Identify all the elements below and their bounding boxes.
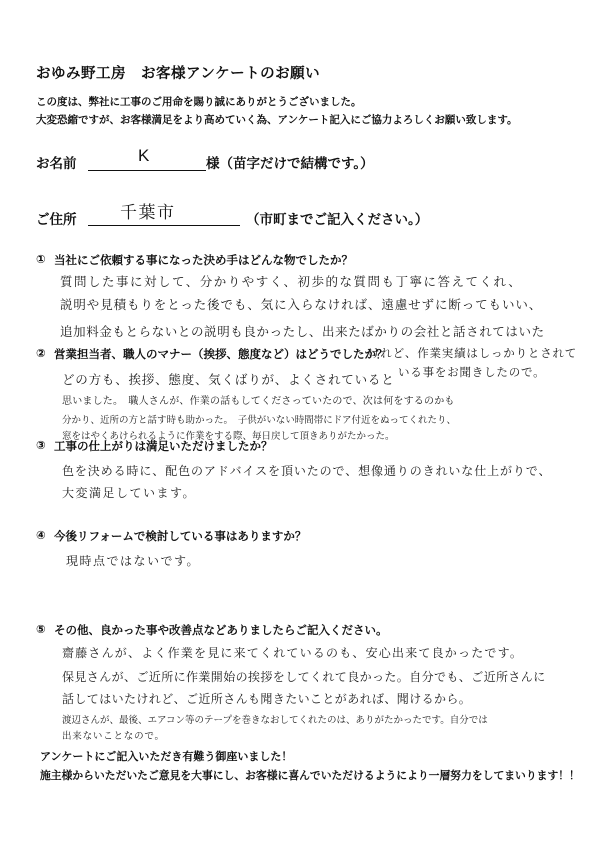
answer-line: 説明や見積もりをとった後でも、気に入らなければ、遠慮せずに断ってもいい、: [60, 297, 543, 312]
question-number: ⑤: [36, 622, 46, 636]
answer-line: けれど、作業実績はしっかりとされて: [368, 346, 578, 360]
answer-line: いる事をお聞きしたので。: [398, 365, 546, 379]
address-value[interactable]: 千葉市: [120, 203, 176, 223]
answer-line: 色を決める時に、配色のアドバイスを頂いたので、想像通りのきれいな仕上がりで、: [62, 464, 552, 478]
answer-line: 齋藤さんが、よく作業を見に来てくれているのも、安心出来て良かったです。: [62, 646, 524, 660]
address-label: ご住所: [36, 212, 77, 228]
answer-line: 現時点ではないです。: [66, 554, 201, 568]
intro-line-2: 大変恐縮ですが、お客様満足をより高めていく為、アンケート記入にご協力よろしくお願い致します。: [36, 114, 518, 126]
answer-line: どの方も、挨拶、態度、気くばりが、よくされていると: [62, 372, 395, 387]
answer-line: 窓をはやくあけられるように作業をする際、毎日戻して頂きありがたかった。: [62, 431, 395, 442]
answer-line: 渡辺さんが、最後、エアコン等のテープを巻きなおしてくれたのは、ありがたかったです。自分では: [62, 715, 488, 726]
question-text: 今後リフォームで検討している事はありますか？: [54, 529, 307, 543]
name-value[interactable]: K: [138, 146, 150, 165]
intro-line-1: この度は、弊社に工事のご用命を賜り誠にありがとうございました。: [36, 96, 362, 108]
question-number: ③: [36, 438, 46, 452]
question-number: ④: [36, 528, 46, 542]
answer-line: 質問した事に対して、分かりやすく、初歩的な質問も丁寧に答えてくれ、: [60, 274, 523, 289]
footer-closing: 施主様からいただいたご意見を大事にし、お客様に喜んでいただけるようにより一層努力をしてまいります！！: [40, 769, 580, 782]
answer-line: 追加料金もとらないとの説明も良かったし、出来たばかりの会社と話されてはいた: [60, 324, 545, 339]
address-suffix: （市町までご記入ください。）: [246, 212, 429, 228]
footer-thanks: アンケートにご記入いただき有難う御座いました！: [40, 750, 293, 763]
survey-title: おゆみ野工房 お客様アンケートのお願い: [36, 66, 321, 82]
question-number: ①: [36, 252, 46, 266]
answer-line: 保見さんが、ご近所に作業開始の挨拶をしてくれて良かった。自分でも、ご近所さんに: [62, 670, 546, 684]
answer-line: 思いました。 職人さんが、作業の話もしてくださっていたので、次は何をするのかも: [62, 396, 455, 407]
answer-line: 分かり、近所の方と話す時も助かった。 子供がいない時間帯にドア付近をぬってくれたり、: [62, 415, 456, 426]
answer-line: 大変満足しています。: [62, 486, 197, 500]
question-text: 営業担当者、職人のマナー（挨拶、態度など）はどうでしたか？: [54, 347, 388, 361]
answer-line: 出来ないことなので。: [62, 731, 165, 742]
address-underline: [88, 225, 240, 226]
name-label: お名前: [36, 156, 77, 172]
name-underline: [88, 170, 206, 171]
answer-line: 話してはいたけれど、ご近所さんも聞きたいことがあれば、聞けるから。: [62, 692, 472, 706]
name-suffix: 様（苗字だけで結構です。）: [206, 156, 374, 172]
question-text: その他、良かった事や改善点などありましたらご記入ください。: [54, 623, 388, 637]
question-text: 当社にご依頼する事になった決め手はどんな物でしたか？: [54, 253, 353, 267]
question-number: ②: [36, 346, 46, 360]
question-text: 工事の仕上がりは満足いただけましたか？: [54, 439, 273, 453]
